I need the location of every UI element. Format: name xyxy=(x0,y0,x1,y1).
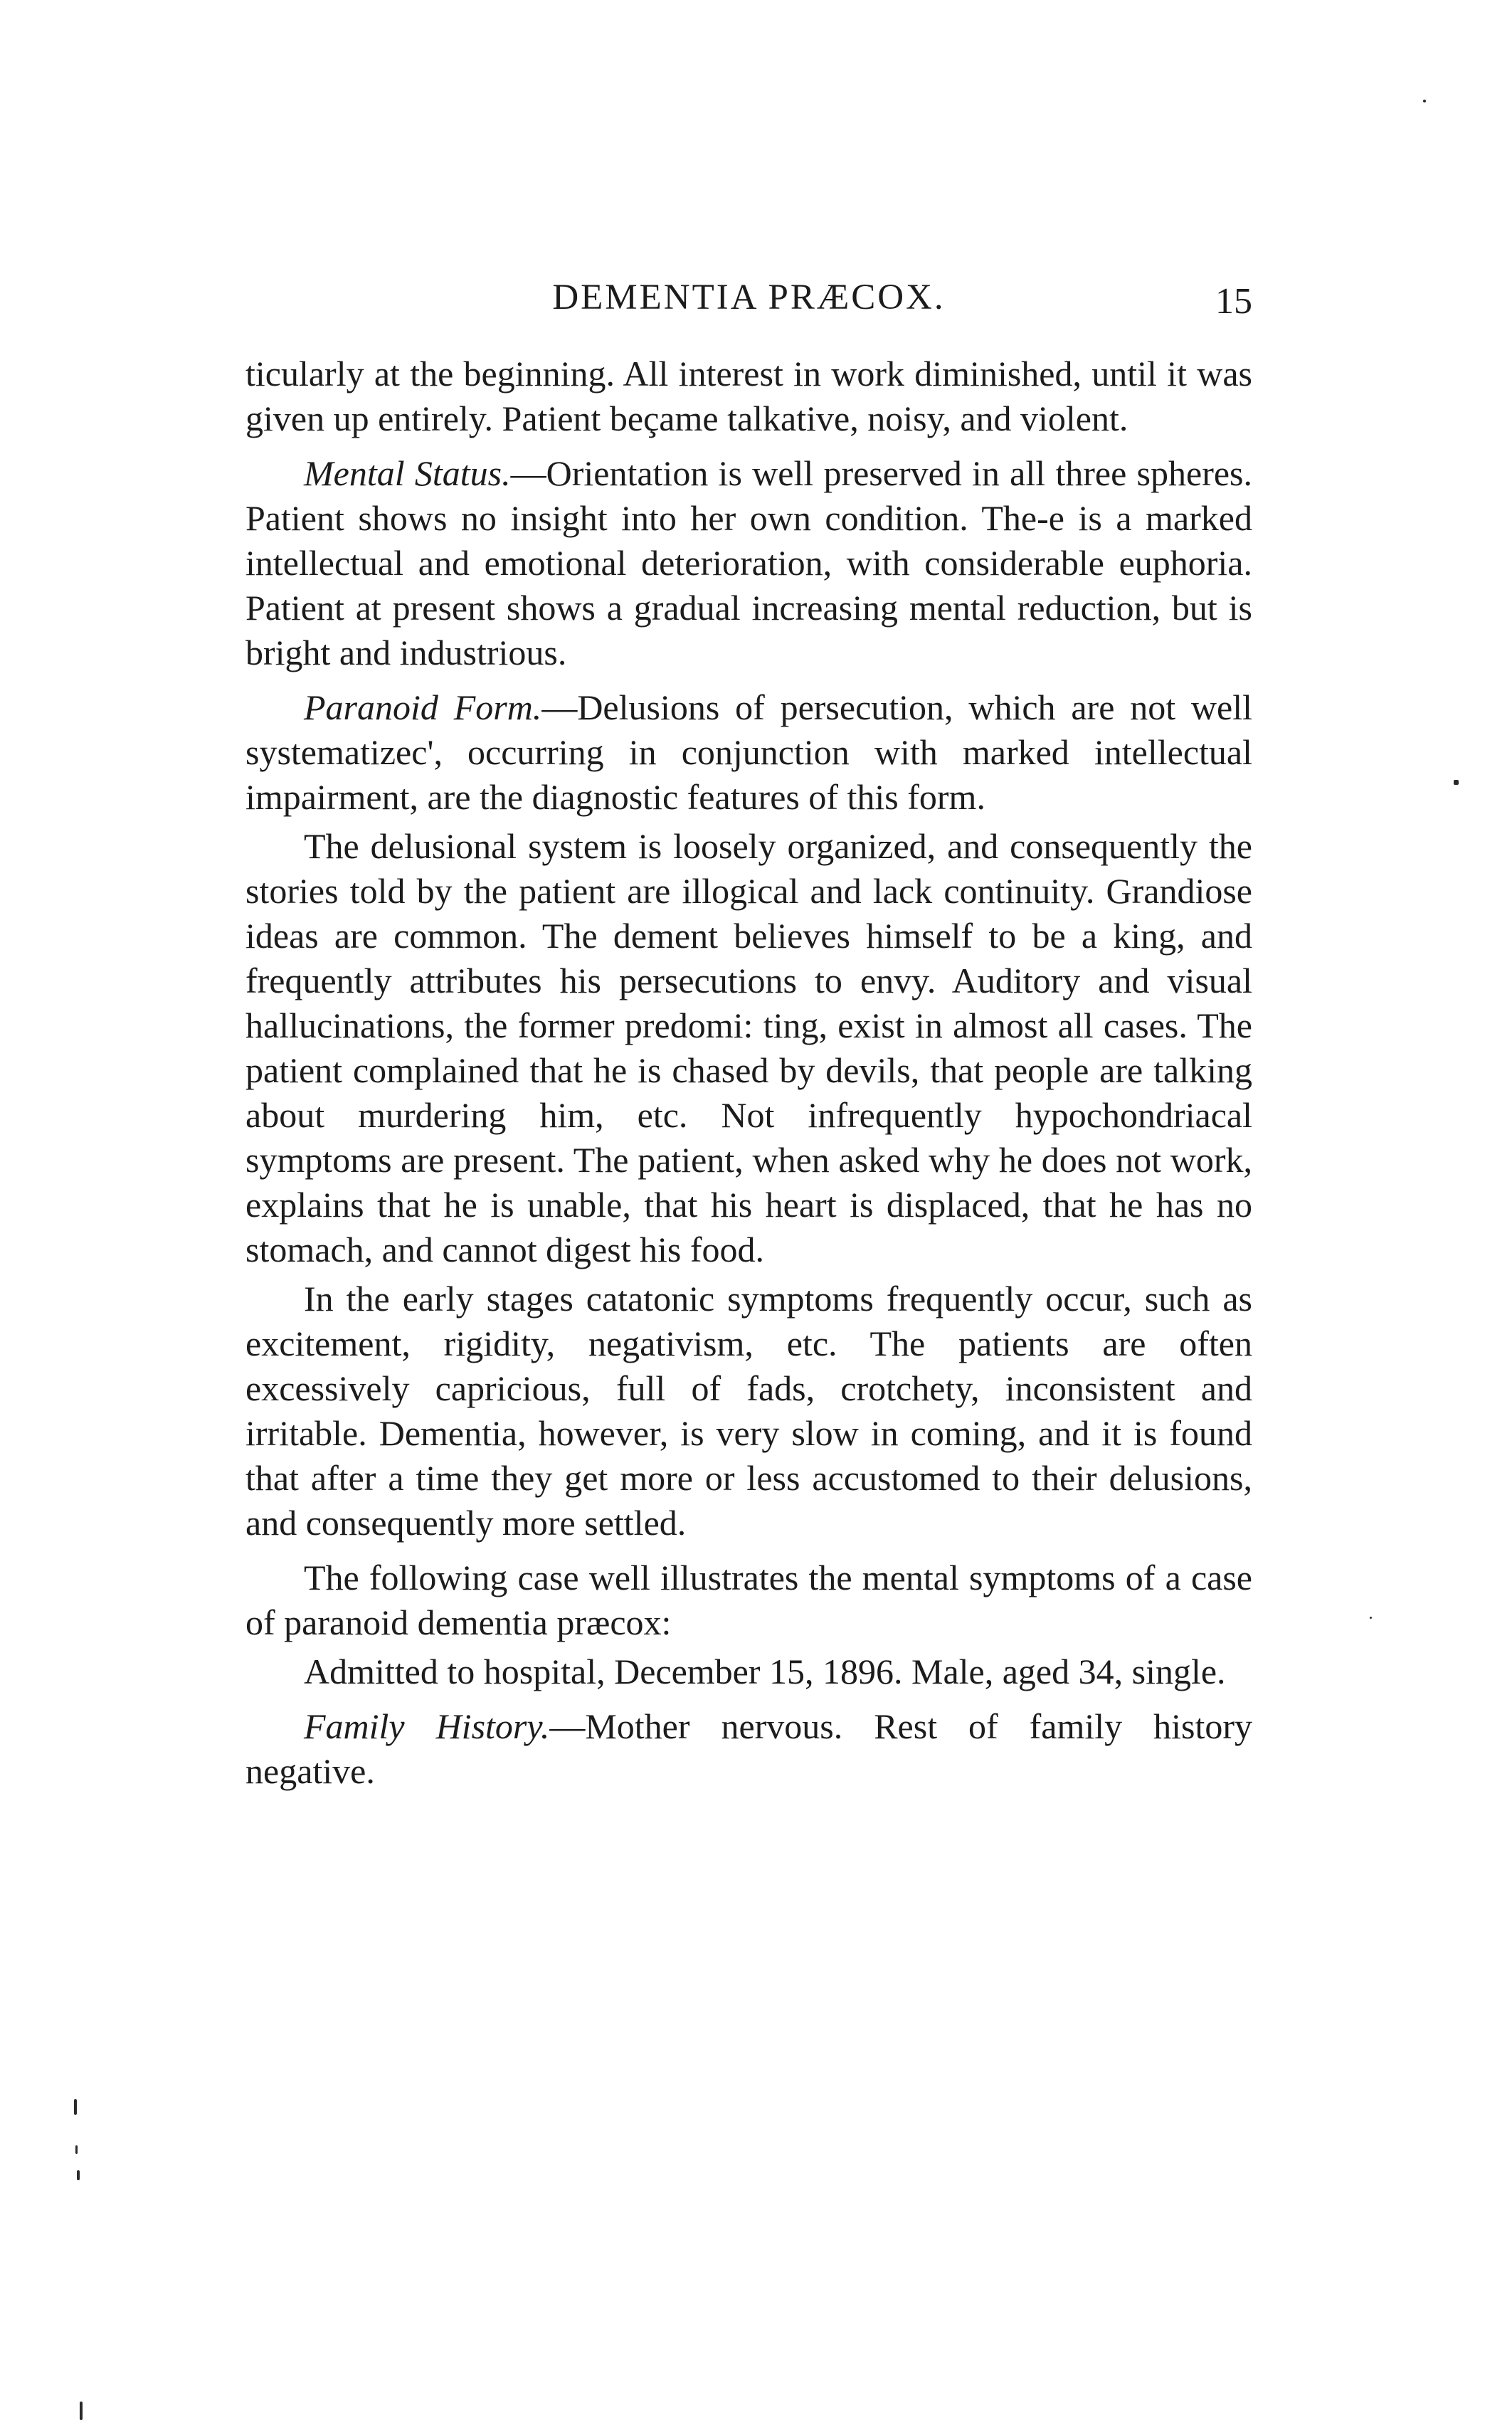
paragraph-heading: Mental Status. xyxy=(304,453,511,493)
paragraph-text: —Delusions of persecution, which are not well systematizec', occurring in conjunction with marked intellectual impairment, are the diagnostic features of this form. xyxy=(245,687,1252,817)
paragraph-text: ticularly at the beginning. All interest in work diminished, until it was given up entirely. Patient beçame talkative, noisy, and violent. xyxy=(245,354,1252,438)
scan-speck xyxy=(1454,780,1459,785)
paragraph-delusional-system xyxy=(245,824,1252,1272)
paragraph-text: —Orientation is well preserved in all three spheres. Patient shows no insight into her own condition. The-e is a marked intellectual and emotional deterioration, with considerable euphoria. Patient at present shows a gradual increasing mental reduction, but is bright and industrious. xyxy=(245,453,1252,672)
paragraph-case-intro xyxy=(245,1555,1252,1645)
page-number: 15 xyxy=(1215,281,1252,322)
paragraph-heading: Paranoid Form. xyxy=(304,687,542,727)
paragraph-text: —Mother nervous. Rest of family history negative. xyxy=(245,1706,1252,1791)
paragraph-early-stages xyxy=(245,1277,1252,1546)
scan-speck xyxy=(1370,1617,1372,1619)
scan-speck xyxy=(1423,100,1426,102)
paragraph-paranoid-form xyxy=(245,685,1252,820)
running-head xyxy=(245,269,1252,326)
paragraph-text: The following case well illustrates the mental symptoms of a case of paranoid dementia præcox: xyxy=(245,1558,1252,1642)
paragraph-family-history xyxy=(245,1704,1252,1794)
scan-speck xyxy=(75,2145,78,2154)
paragraph-text: The delusional system is loosely organized, and consequently the stories told by the patient are illogical and lack continuity. Grandiose ideas are common. The dement believes himself to be a king, and frequently attributes his persecutions to envy. Auditory and visual hallucinations, the former predomi: ting, exist in almost all cases. The patient complained that he is chased by devils, that people are talking about murdering him, etc. Not infrequently hypochondriacal symptoms are present. The patient, when asked why he does not work, explains that he is unable, that his heart is displaced, that he has no stomach, and cannot digest his food. xyxy=(245,826,1252,1269)
scan-speck xyxy=(77,2170,80,2180)
scan-speck xyxy=(74,2099,77,2115)
paragraph-mental-status xyxy=(245,451,1252,675)
running-title: DEMENTIA PRÆCOX. xyxy=(552,278,946,317)
paragraph-text: Admitted to hospital, December 15, 1896. Male, aged 34, single. xyxy=(304,1652,1226,1691)
paragraph-text: In the early stages catatonic symptoms frequently occur, such as excitement, rigidity, negativism, etc. The patients are often excessively capricious, full of fads, crotchety, inconsistent and irritable. Dementia, however, is very slow in coming, and it is found that after a time they get more or less accustomed to their delusions, and consequently more settled. xyxy=(245,1279,1252,1543)
paragraph-heading: Family History. xyxy=(304,1706,550,1746)
scan-speck xyxy=(80,2402,83,2420)
body-text xyxy=(245,352,1252,1798)
paragraph-continuation xyxy=(245,352,1252,441)
paragraph-admission xyxy=(245,1649,1252,1694)
